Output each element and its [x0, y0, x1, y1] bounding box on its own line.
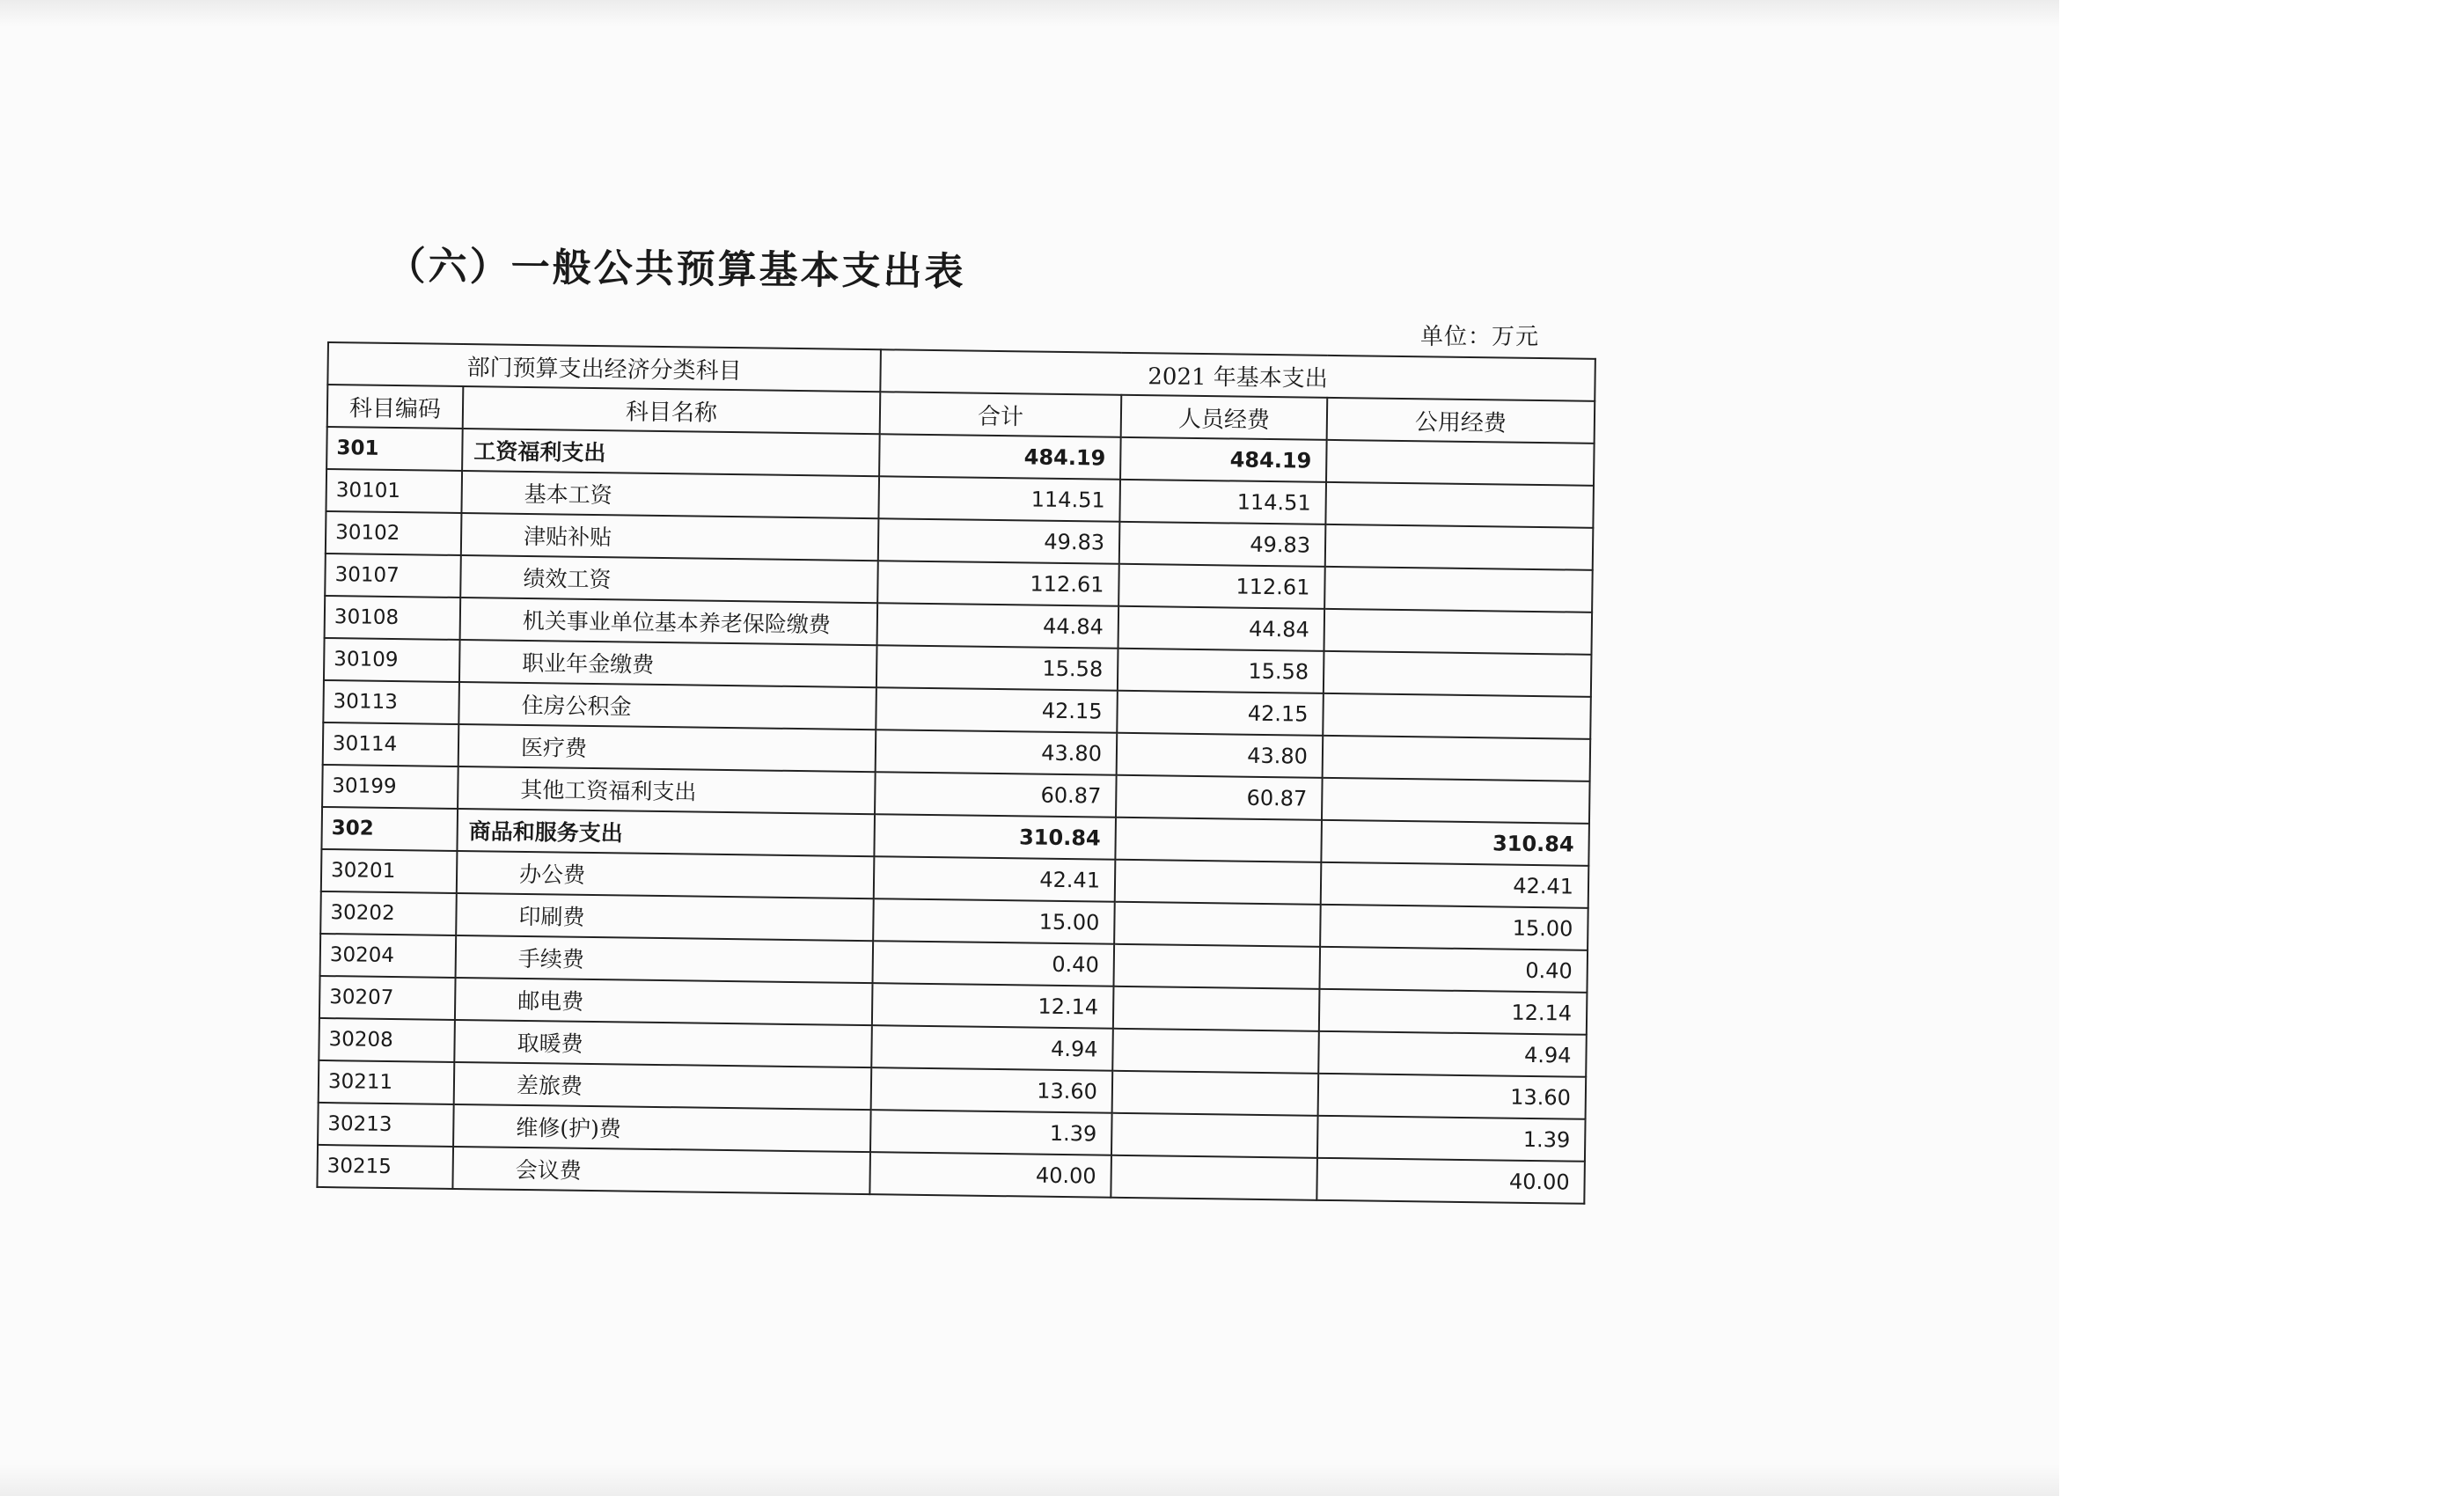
public-expense-cell	[1325, 524, 1594, 570]
staff-expense-cell	[1111, 1113, 1318, 1158]
account-name-cell: 手续费	[456, 935, 874, 983]
total-amount-cell: 43.80	[876, 730, 1118, 775]
staff-expense-cell	[1112, 1029, 1319, 1074]
budget-table-body	[317, 342, 1595, 1204]
staff-expense-cell: 43.80	[1117, 733, 1324, 778]
account-code-cell: 30201	[321, 849, 458, 893]
public-expense-cell	[1323, 693, 1591, 739]
account-code-cell: 30213	[318, 1103, 454, 1147]
staff-expense-cell	[1115, 860, 1322, 905]
public-expense-cell: 13.60	[1318, 1074, 1587, 1119]
account-code-cell: 30114	[323, 722, 459, 766]
public-expense-cell	[1325, 482, 1594, 528]
account-name-cell: 会议费	[452, 1147, 870, 1194]
staff-expense-cell	[1111, 1155, 1317, 1200]
staff-expense-cell	[1114, 944, 1321, 989]
account-code-cell: 30211	[319, 1060, 455, 1104]
staff-expense-cell: 60.87	[1116, 775, 1323, 820]
total-amount-cell: 15.58	[876, 645, 1118, 691]
total-amount-cell: 49.83	[878, 518, 1120, 564]
account-code-cell: 30109	[324, 638, 460, 682]
account-code-cell: 301	[326, 427, 463, 471]
account-name-cell: 津贴补贴	[461, 513, 879, 561]
total-amount-cell: 114.51	[878, 476, 1120, 522]
column-header-staff: 人员经费	[1121, 395, 1328, 440]
public-expense-cell: 1.39	[1317, 1116, 1586, 1162]
account-code-cell: 30215	[317, 1145, 453, 1189]
scan-edge-bottom	[0, 1464, 2059, 1496]
staff-expense-cell	[1115, 818, 1322, 862]
public-expense-cell	[1324, 609, 1593, 655]
public-expense-cell: 42.41	[1321, 862, 1589, 908]
staff-expense-cell: 42.15	[1117, 691, 1324, 736]
total-amount-cell: 1.39	[870, 1110, 1112, 1155]
public-expense-cell	[1324, 567, 1593, 612]
total-amount-cell: 112.61	[877, 561, 1119, 606]
account-code-cell: 30102	[326, 511, 462, 555]
total-amount-cell: 310.84	[874, 814, 1116, 860]
public-expense-cell	[1324, 651, 1592, 697]
account-name-cell: 邮电费	[455, 978, 873, 1025]
public-expense-cell: 40.00	[1316, 1158, 1585, 1204]
total-amount-cell: 40.00	[869, 1152, 1111, 1198]
account-code-cell: 302	[321, 807, 458, 851]
account-code-cell: 30199	[322, 765, 458, 809]
account-name-cell: 机关事业单位基本养老保险缴费	[460, 598, 878, 645]
total-amount-cell: 15.00	[873, 898, 1115, 944]
staff-expense-cell: 49.83	[1119, 522, 1326, 567]
document-title: （六）一般公共预算基本支出表	[386, 243, 966, 295]
account-name-cell: 商品和服务支出	[457, 809, 875, 856]
public-expense-cell: 12.14	[1319, 989, 1588, 1035]
public-expense-cell: 15.00	[1320, 905, 1588, 950]
account-code-cell: 30202	[320, 891, 457, 935]
budget-table	[316, 341, 1596, 1205]
scan-edge-top	[0, 0, 2059, 26]
group-header-basic-expenditure: 2021 年基本支出	[880, 349, 1595, 401]
budget-table-wrapper	[316, 341, 1594, 1205]
public-expense-cell: 4.94	[1318, 1031, 1587, 1077]
account-code-cell: 30113	[323, 680, 459, 724]
account-name-cell: 印刷费	[456, 893, 874, 941]
total-amount-cell: 12.14	[872, 983, 1114, 1029]
account-name-cell: 医疗费	[458, 724, 876, 772]
public-expense-cell	[1322, 778, 1590, 824]
total-amount-cell: 44.84	[877, 603, 1119, 649]
account-name-cell: 职业年金缴费	[459, 640, 877, 687]
public-expense-cell	[1323, 736, 1591, 781]
account-code-cell: 30108	[325, 596, 461, 640]
total-amount-cell: 0.40	[873, 941, 1115, 986]
account-code-cell: 30204	[320, 934, 457, 978]
staff-expense-cell: 15.58	[1118, 649, 1324, 693]
staff-expense-cell: 114.51	[1119, 480, 1326, 524]
staff-expense-cell: 112.61	[1118, 564, 1325, 609]
account-name-cell: 办公费	[457, 851, 875, 898]
account-name-cell: 住房公积金	[458, 682, 876, 730]
staff-expense-cell	[1112, 1071, 1319, 1116]
column-header-code: 科目编码	[327, 385, 464, 429]
group-header-classification: 部门预算支出经济分类科目	[327, 342, 881, 392]
staff-expense-cell: 484.19	[1120, 437, 1327, 482]
account-name-cell: 差旅费	[454, 1062, 872, 1110]
account-code-cell: 30107	[325, 554, 461, 598]
account-name-cell: 工资福利支出	[462, 429, 880, 476]
total-amount-cell: 13.60	[871, 1067, 1113, 1113]
account-name-cell: 基本工资	[461, 471, 879, 518]
account-code-cell: 30101	[326, 469, 462, 513]
account-name-cell: 绩效工资	[460, 555, 878, 603]
public-expense-cell: 310.84	[1321, 820, 1589, 866]
account-code-cell: 30208	[319, 1018, 455, 1062]
account-name-cell: 其他工资福利支出	[458, 766, 876, 814]
total-amount-cell: 60.87	[875, 772, 1117, 818]
total-amount-cell: 42.41	[874, 856, 1116, 902]
account-code-cell: 30207	[319, 976, 456, 1020]
column-header-name: 科目名称	[463, 386, 881, 434]
total-amount-cell: 42.15	[876, 687, 1118, 733]
public-expense-cell: 0.40	[1319, 947, 1588, 993]
staff-expense-cell: 44.84	[1118, 606, 1325, 651]
staff-expense-cell	[1114, 902, 1321, 947]
total-amount-cell: 484.19	[879, 434, 1121, 480]
total-amount-cell: 4.94	[871, 1025, 1113, 1071]
column-header-total: 合计	[880, 392, 1122, 437]
staff-expense-cell	[1113, 986, 1320, 1031]
column-header-public: 公用经费	[1327, 398, 1595, 444]
unit-label: 单位：万元	[1420, 324, 1540, 350]
account-name-cell: 取暖费	[454, 1020, 872, 1067]
public-expense-cell	[1326, 440, 1595, 486]
account-name-cell: 维修(护)费	[453, 1104, 871, 1152]
